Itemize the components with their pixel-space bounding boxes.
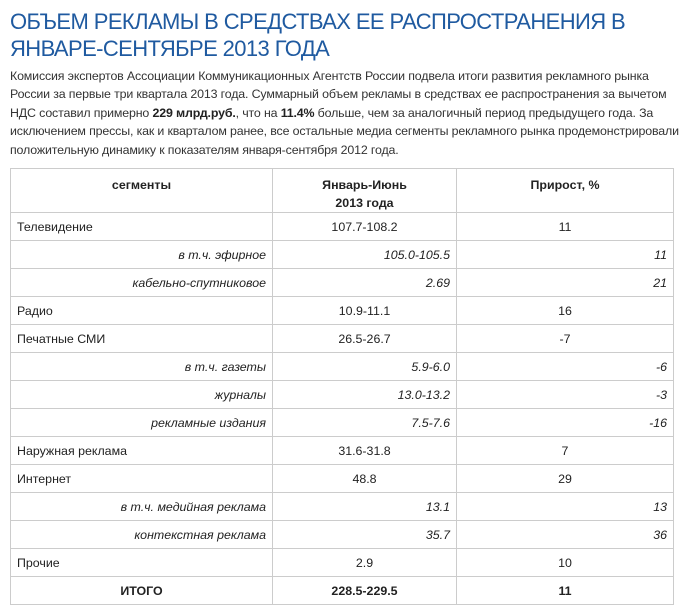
segment-name-cell: Интернет	[11, 465, 273, 493]
segment-name-cell: в т.ч. медийная реклама	[11, 493, 273, 521]
ad-volume-table	[10, 168, 674, 605]
table-row-segment	[11, 465, 674, 493]
segment-name-cell: кабельно-спутниковое	[11, 269, 273, 297]
header-segments: сегменты	[11, 169, 273, 213]
total-volume-cell: 228.5-229.5	[273, 577, 457, 605]
header-period-line1: Январь-Июнь	[322, 178, 407, 192]
intro-text-3: больше, чем за аналогичный период предыдущего года. За исключением прессы, как и кварталом ранее, все остальные медиа сегменты рекламного рынка продемонстрировали положительную динамику к показателям января-сентября 2012 года.	[10, 105, 679, 157]
volume-cell: 107.7-108.2	[273, 213, 457, 241]
segment-name-cell: Телевидение	[11, 213, 273, 241]
segment-name-cell: контекстная реклама	[11, 521, 273, 549]
page-title: ОБЪЕМ РЕКЛАМЫ В СРЕДСТВАХ ЕЕ РАСПРОСТРАНЕНИЯ В ЯНВАРЕ-СЕНТЯБРЕ 2013 ГОДА	[10, 9, 626, 61]
volume-cell: 13.0-13.2	[273, 381, 457, 409]
table-row-segment	[11, 549, 674, 577]
segment-name-cell: журналы	[11, 381, 273, 409]
intro-text-2: , что на	[235, 105, 281, 120]
volume-cell: 48.8	[273, 465, 457, 493]
volume-cell: 2.69	[273, 269, 457, 297]
table-header-row	[11, 169, 674, 213]
volume-cell: 13.1	[273, 493, 457, 521]
total-label-cell: ИТОГО	[11, 577, 273, 605]
intro-paragraph	[10, 67, 680, 159]
table-row-segment	[11, 437, 674, 465]
table-row-subsegment	[11, 269, 674, 297]
segment-name-cell: в т.ч. эфирное	[11, 241, 273, 269]
growth-cell: 13	[457, 493, 674, 521]
growth-cell: 7	[457, 437, 674, 465]
growth-cell: 29	[457, 465, 674, 493]
intro-total-volume: 229 млрд.руб.	[152, 105, 236, 120]
segment-name-cell: рекламные издания	[11, 409, 273, 437]
intro-growth-percent: 11.4%	[280, 105, 315, 120]
header-period-line2: 2013 года	[335, 196, 394, 210]
growth-cell: -16	[457, 409, 674, 437]
volume-cell: 10.9-11.1	[273, 297, 457, 325]
intro-text-1: Комиссия экспертов Ассоциации Коммуникационных Агентств России подвела итоги развития рекламного рынка России за первые три квартала 2013 года. Суммарный объем рекламы в средствах ее распространения за вычетом НДС составил примерно	[10, 69, 667, 120]
volume-cell: 26.5-26.7	[273, 325, 457, 353]
table-row-segment	[11, 297, 674, 325]
table-body	[11, 213, 674, 605]
volume-cell: 31.6-31.8	[273, 437, 457, 465]
table-row-subsegment	[11, 409, 674, 437]
volume-cell: 105.0-105.5	[273, 241, 457, 269]
segment-name-cell: Прочие	[11, 549, 273, 577]
table-row-segment	[11, 213, 674, 241]
total-growth-cell: 11	[457, 577, 674, 605]
growth-cell: 11	[457, 213, 674, 241]
segment-name-cell: в т.ч. газеты	[11, 353, 273, 381]
segment-name-cell: Наружная реклама	[11, 437, 273, 465]
segment-name-cell: Печатные СМИ	[11, 325, 273, 353]
volume-cell: 2.9	[273, 549, 457, 577]
growth-cell: -7	[457, 325, 674, 353]
segment-name-cell: Радио	[11, 297, 273, 325]
growth-cell: 10	[457, 549, 674, 577]
table-row-subsegment	[11, 493, 674, 521]
table-row-subsegment	[11, 353, 674, 381]
volume-cell: 35.7	[273, 521, 457, 549]
table-row-segment	[11, 325, 674, 353]
table-row-total	[11, 577, 674, 605]
table-row-subsegment	[11, 521, 674, 549]
growth-cell: -3	[457, 381, 674, 409]
table-row-subsegment	[11, 381, 674, 409]
growth-cell: -6	[457, 353, 674, 381]
growth-cell: 36	[457, 521, 674, 549]
header-growth: Прирост, %	[457, 169, 674, 213]
header-period	[273, 169, 457, 213]
growth-cell: 21	[457, 269, 674, 297]
table-row-subsegment	[11, 241, 674, 269]
volume-cell: 7.5-7.6	[273, 409, 457, 437]
volume-cell: 5.9-6.0	[273, 353, 457, 381]
growth-cell: 11	[457, 241, 674, 269]
growth-cell: 16	[457, 297, 674, 325]
